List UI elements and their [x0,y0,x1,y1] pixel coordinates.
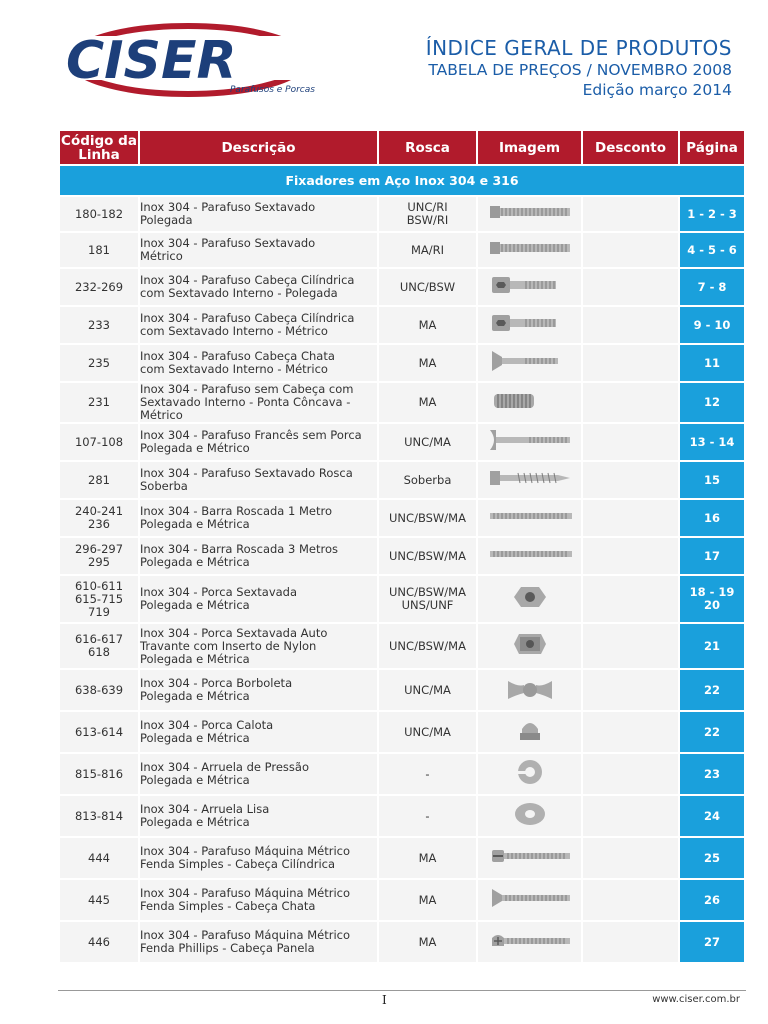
table-row [60,880,744,920]
page-reference[interactable]: 27 [680,922,744,962]
product-code: 232-269 [60,269,138,305]
discount-cell[interactable] [583,345,678,381]
product-description: Inox 304 - Parafuso Sextavado Rosca Soberba [140,462,377,498]
thread-type: UNC/MA [379,424,476,460]
thread-type: UNC/BSW/MA UNS/UNF [379,576,476,622]
product-image-cell [478,576,581,622]
socket-cap-screw-icon [486,272,574,298]
threaded-rod-icon [486,503,574,529]
page-reference[interactable]: 11 [680,345,744,381]
set-screw-icon [486,388,574,414]
thread-type: UNC/RI BSW/RI [379,197,476,231]
product-description: Inox 304 - Porca Borboleta Polegada e Métrica [140,670,377,710]
table-row [60,624,744,668]
page-subtitle: TABELA DE PREÇOS / NOVEMBRO 2008 [428,61,732,79]
table-row [60,383,744,422]
product-image-cell [478,922,581,962]
discount-cell[interactable] [583,712,678,752]
thread-type: UNC/BSW/MA [379,624,476,668]
page-reference[interactable]: 9 - 10 [680,307,744,343]
countersunk-screw-icon [486,885,574,911]
product-description: Inox 304 - Porca Calota Polegada e Métrica [140,712,377,752]
product-image-cell [478,424,581,460]
page-reference[interactable]: 25 [680,838,744,878]
product-image-cell [478,269,581,305]
thread-type: UNC/MA [379,712,476,752]
ciser-logo [62,20,320,102]
cheese-head-screw-icon [486,843,574,869]
thread-type: MA [379,880,476,920]
product-code: 446 [60,922,138,962]
thread-type: MA [379,922,476,962]
product-table [58,129,746,964]
pan-head-screw-icon [486,927,574,953]
catalog-page [58,0,746,1024]
product-description: Inox 304 - Barra Roscada 1 Metro Polegada e Métrica [140,500,377,536]
footer-website[interactable]: www.ciser.com.br [652,994,740,1005]
discount-cell[interactable] [583,754,678,794]
page-reference[interactable]: 4 - 5 - 6 [680,233,744,267]
discount-cell[interactable] [583,796,678,836]
discount-cell[interactable] [583,538,678,574]
table-row [60,538,744,574]
product-code: 613-614 [60,712,138,752]
table-row [60,345,744,381]
hex-bolt-icon [486,199,574,225]
product-image-cell [478,880,581,920]
edition-label: Edição março 2014 [582,81,732,99]
discount-cell[interactable] [583,233,678,267]
discount-cell[interactable] [583,880,678,920]
product-code: 815-816 [60,754,138,794]
product-image-cell [478,500,581,536]
nylon-lock-nut-icon [486,631,574,657]
section-row [60,166,744,195]
page-reference[interactable]: 7 - 8 [680,269,744,305]
product-description: Inox 304 - Parafuso Sextavado Polegada [140,197,377,231]
thread-type: UNC/BSW [379,269,476,305]
product-image-cell [478,307,581,343]
product-code: 231 [60,383,138,422]
thread-type: - [379,754,476,794]
product-description: Inox 304 - Parafuso Cabeça Cilíndrica com Sextavado Interno - Métrico [140,307,377,343]
flat-washer-icon [486,801,574,827]
page-reference[interactable]: 26 [680,880,744,920]
product-description: Inox 304 - Parafuso sem Cabeça com Sextavado Interno - Ponta Côncava - Métrico [140,383,377,422]
product-image-cell [478,462,581,498]
hex-nut-icon [486,584,574,610]
product-code: 240-241 236 [60,500,138,536]
page-header [58,0,746,126]
page-reference[interactable]: 21 [680,624,744,668]
discount-cell[interactable] [583,838,678,878]
lag-screw-icon [486,465,574,491]
column-header-description: Descrição [140,131,377,164]
thread-type: MA [379,838,476,878]
table-row [60,424,744,460]
product-image-cell [478,233,581,267]
thread-type: MA [379,307,476,343]
page-reference[interactable]: 18 - 19 20 [680,576,744,622]
product-description: Inox 304 - Parafuso Sextavado Métrico [140,233,377,267]
thread-type: - [379,796,476,836]
thread-type: MA [379,383,476,422]
product-description: Inox 304 - Parafuso Cabeça Chata com Sextavado Interno - Métrico [140,345,377,381]
table-row [60,576,744,622]
discount-cell[interactable] [583,500,678,536]
page-reference[interactable]: 12 [680,383,744,422]
discount-cell[interactable] [583,462,678,498]
thread-type: UNC/MA [379,670,476,710]
product-description: Inox 304 - Parafuso Máquina Métrico Fenda Simples - Cabeça Chata [140,880,377,920]
page-reference[interactable]: 13 - 14 [680,424,744,460]
discount-cell[interactable] [583,670,678,710]
lock-washer-icon [486,759,574,785]
product-code: 638-639 [60,670,138,710]
product-code: 616-617 618 [60,624,138,668]
table-row [60,796,744,836]
column-header-discount: Desconto [583,131,678,164]
discount-cell[interactable] [583,424,678,460]
product-image-cell [478,754,581,794]
logo-tagline-text: Parafusos e Porcas [230,85,315,95]
page-reference[interactable]: 1 - 2 - 3 [680,197,744,231]
column-header-thread: Rosca [379,131,476,164]
product-image-cell [478,538,581,574]
column-header-page: Página [680,131,744,164]
table-row [60,754,744,794]
table-row [60,838,744,878]
product-code: 610-611 615-715 719 [60,576,138,622]
product-image-cell [478,670,581,710]
product-description: Inox 304 - Parafuso Máquina Métrico Fenda Simples - Cabeça Cilíndrica [140,838,377,878]
discount-cell[interactable] [583,269,678,305]
product-description: Inox 304 - Parafuso Francês sem Porca Polegada e Métrico [140,424,377,460]
table-header-row [60,131,744,164]
product-code: 107-108 [60,424,138,460]
discount-cell[interactable] [583,624,678,668]
page-reference[interactable]: 15 [680,462,744,498]
product-image-cell [478,796,581,836]
page-reference[interactable]: 17 [680,538,744,574]
page-reference[interactable]: 22 [680,712,744,752]
column-header-image: Imagem [478,131,581,164]
section-title: Fixadores em Aço Inox 304 e 316 [60,166,744,195]
product-image-cell [478,712,581,752]
discount-cell[interactable] [583,576,678,622]
socket-cap-screw-icon [486,310,574,336]
page-reference[interactable]: 23 [680,754,744,794]
product-description: Inox 304 - Porca Sextavada Auto Travante com Inserto de Nylon Polegada e Métrica [140,624,377,668]
product-code: 296-297 295 [60,538,138,574]
thread-type: Soberba [379,462,476,498]
product-code: 281 [60,462,138,498]
column-header-code: Código da Linha [61,132,137,163]
product-image-cell [478,345,581,381]
product-description: Inox 304 - Barra Roscada 3 Metros Polegada e Métrica [140,538,377,574]
product-code: 181 [60,233,138,267]
discount-cell[interactable] [583,383,678,422]
thread-type: UNC/BSW/MA [379,500,476,536]
table-row [60,462,744,498]
flat-head-screw-icon [486,348,574,374]
product-code: 444 [60,838,138,878]
product-description: Inox 304 - Arruela de Pressão Polegada e Métrica [140,754,377,794]
product-code: 813-814 [60,796,138,836]
thread-type: MA [379,345,476,381]
table-row [60,500,744,536]
table-row [60,307,744,343]
footer-page-number: I [382,993,387,1007]
cap-nut-icon [486,717,574,743]
product-code: 235 [60,345,138,381]
table-row [60,670,744,710]
carriage-bolt-icon [486,427,574,453]
threaded-rod-icon [486,541,574,567]
table-row [60,922,744,962]
table-row [60,233,744,267]
hex-bolt-icon [486,235,574,261]
wing-nut-icon [486,675,574,701]
footer-divider [58,990,746,991]
product-image-cell [478,624,581,668]
product-image-cell [478,383,581,422]
discount-cell[interactable] [583,307,678,343]
thread-type: MA/RI [379,233,476,267]
header-titles [426,36,732,100]
page-reference[interactable]: 22 [680,670,744,710]
discount-cell[interactable] [583,197,678,231]
table-row [60,197,744,231]
product-image-cell [478,197,581,231]
product-image-cell [478,838,581,878]
thread-type: UNC/BSW/MA [379,538,476,574]
product-description: Inox 304 - Parafuso Máquina Métrico Fenda Phillips - Cabeça Panela [140,922,377,962]
table-row [60,269,744,305]
page-title: ÍNDICE GERAL DE PRODUTOS [425,36,732,60]
logo-brand-text: CISER [66,31,237,91]
product-description: Inox 304 - Parafuso Cabeça Cilíndrica com Sextavado Interno - Polegada [140,269,377,305]
product-code: 180-182 [60,197,138,231]
product-code: 445 [60,880,138,920]
product-code: 233 [60,307,138,343]
product-description: Inox 304 - Porca Sextavada Polegada e Métrica [140,576,377,622]
discount-cell[interactable] [583,922,678,962]
table-row [60,712,744,752]
page-reference[interactable]: 16 [680,500,744,536]
product-description: Inox 304 - Arruela Lisa Polegada e Métrica [140,796,377,836]
page-reference[interactable]: 24 [680,796,744,836]
